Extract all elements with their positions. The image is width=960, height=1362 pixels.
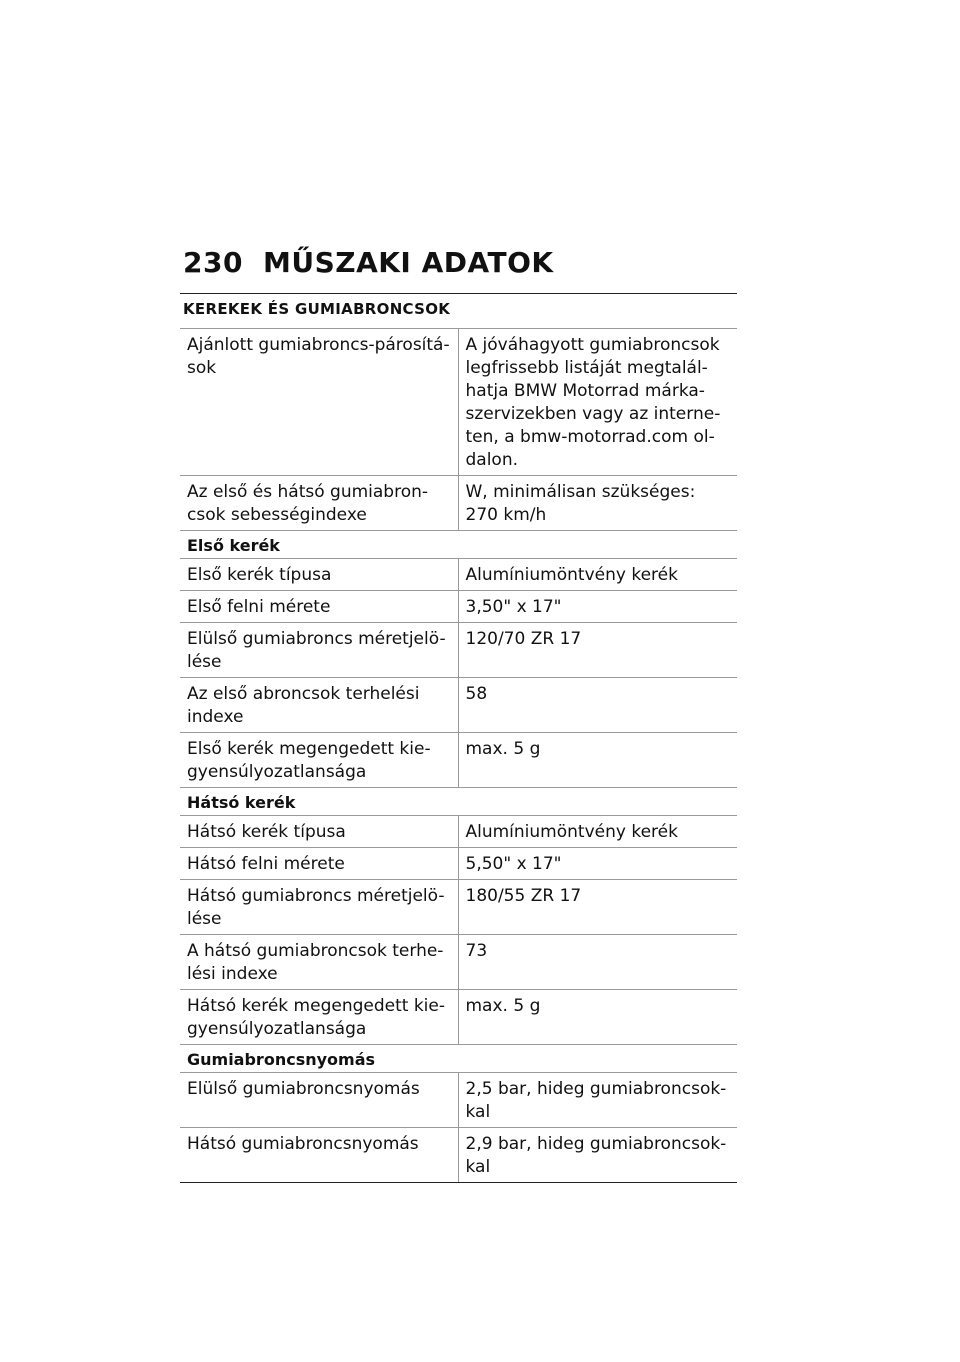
group-heading-row bbox=[180, 531, 737, 559]
spec-label: Hátsó kerék megengedett kie- gyensúlyozatlansága bbox=[180, 990, 458, 1045]
group-heading-front: Első kerék bbox=[180, 531, 737, 559]
table-row bbox=[180, 848, 737, 880]
table-row bbox=[180, 733, 737, 788]
spec-value: max. 5 g bbox=[458, 733, 737, 788]
spec-label: Hátsó gumiabroncsnyomás bbox=[180, 1128, 458, 1183]
table-row bbox=[180, 678, 737, 733]
spec-value: W, minimálisan szükséges: 270 km/h bbox=[458, 476, 737, 531]
spec-label: Első felni mérete bbox=[180, 591, 458, 623]
chapter-title: MŰSZAKI ADATOK bbox=[263, 246, 554, 279]
table-row bbox=[180, 623, 737, 678]
spec-value: 3,50" x 17" bbox=[458, 591, 737, 623]
spec-label: Ajánlott gumiabroncs-párosítá- sok bbox=[180, 329, 458, 476]
spec-label: Elülső gumiabroncs méretjelö- lése bbox=[180, 623, 458, 678]
page-header bbox=[183, 246, 554, 279]
spec-value: 2,5 bar, hideg gumiabroncsok- kal bbox=[458, 1073, 737, 1128]
spec-label: Elülső gumiabroncsnyomás bbox=[180, 1073, 458, 1128]
spec-value: 73 bbox=[458, 935, 737, 990]
spec-value: Alumíniumöntvény kerék bbox=[458, 816, 737, 848]
table-row bbox=[180, 476, 737, 531]
group-heading-pressure: Gumiabroncsnyomás bbox=[180, 1045, 737, 1073]
table-row bbox=[180, 329, 737, 476]
spec-label: Első kerék megengedett kie- gyensúlyozatlansága bbox=[180, 733, 458, 788]
spec-value: 180/55 ZR 17 bbox=[458, 880, 737, 935]
table-row bbox=[180, 591, 737, 623]
spec-value: max. 5 g bbox=[458, 990, 737, 1045]
spec-label: A hátsó gumiabroncsok terhe- lési indexe bbox=[180, 935, 458, 990]
table-row bbox=[180, 559, 737, 591]
group-heading-row bbox=[180, 1045, 737, 1073]
spec-label: Hátsó felni mérete bbox=[180, 848, 458, 880]
spec-value: 58 bbox=[458, 678, 737, 733]
table-row bbox=[180, 990, 737, 1045]
spec-value: 120/70 ZR 17 bbox=[458, 623, 737, 678]
spec-label: Hátsó kerék típusa bbox=[180, 816, 458, 848]
spec-label: Az első és hátsó gumiabron- csok sebességindexe bbox=[180, 476, 458, 531]
table-row bbox=[180, 1073, 737, 1128]
table-row bbox=[180, 935, 737, 990]
spec-value: 5,50" x 17" bbox=[458, 848, 737, 880]
spec-value: 2,9 bar, hideg gumiabroncsok- kal bbox=[458, 1128, 737, 1183]
table-row bbox=[180, 880, 737, 935]
page-number: 230 bbox=[183, 246, 243, 279]
spec-label: Az első abroncsok terhelési indexe bbox=[180, 678, 458, 733]
spec-value: A jóváhagyott gumiabroncsok legfrissebb listáját megtalál- hatja BMW Motorrad márka- szervizekben vagy az interne- ten, a bmw-motorrad.com ol- dalon. bbox=[458, 329, 737, 476]
table-row bbox=[180, 1128, 737, 1183]
spec-label: Első kerék típusa bbox=[180, 559, 458, 591]
header-rule bbox=[180, 293, 737, 294]
group-heading-rear: Hátsó kerék bbox=[180, 788, 737, 816]
group-heading-row bbox=[180, 788, 737, 816]
spec-label: Hátsó gumiabroncs méretjelö- lése bbox=[180, 880, 458, 935]
table-row bbox=[180, 816, 737, 848]
spec-table bbox=[180, 328, 737, 1183]
section-title: KEREKEK ÉS GUMIABRONCSOK bbox=[183, 300, 451, 318]
spec-value: Alumíniumöntvény kerék bbox=[458, 559, 737, 591]
